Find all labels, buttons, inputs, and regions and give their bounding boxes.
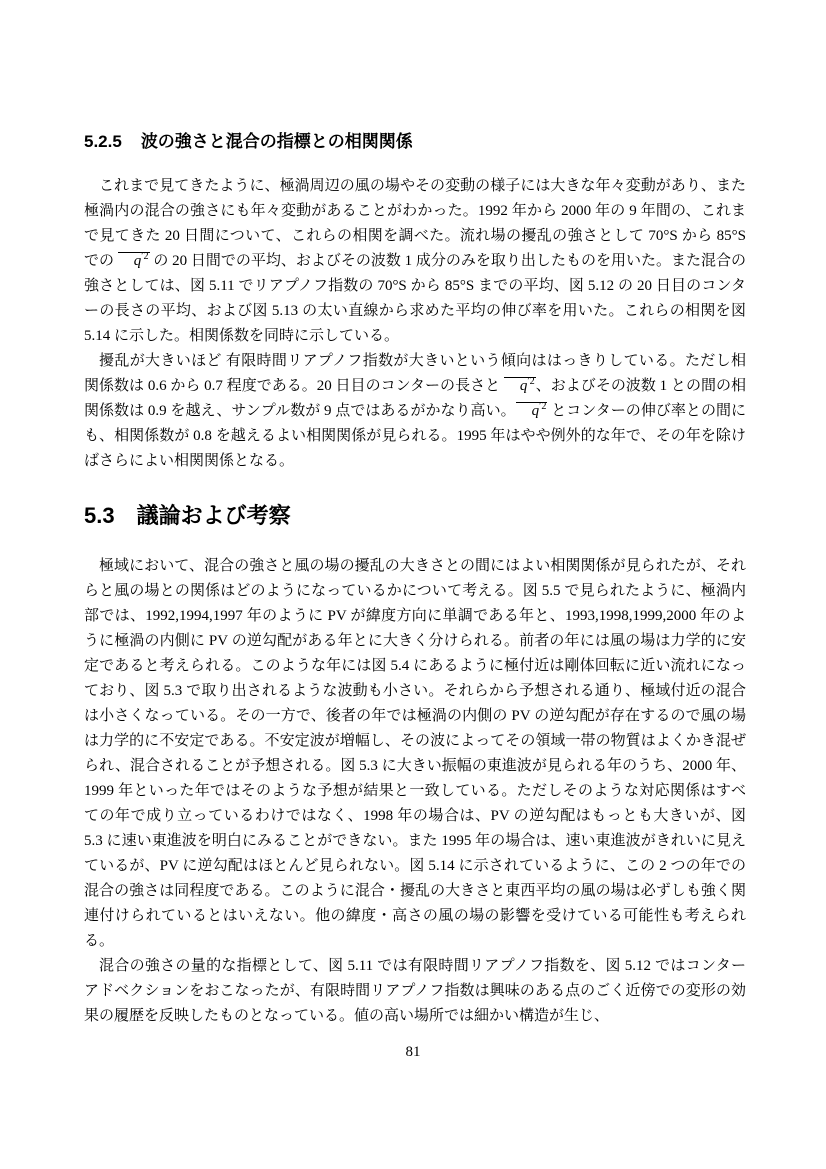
text-run: 混合の強さの量的な指標として、図 5.11 では有限時間リアプノフ指数を、図 5.12 ではコンターアドベクションをおこなったが、有限時間リアプノフ指数は興味のある点のごく近傍での変形の効果の履歴を反映したものとなっている。値の高い場所では細かい構造が生じ、 xyxy=(84,958,746,1024)
section-title: 議論および考察 xyxy=(136,503,291,528)
text-run: 擾乱が大きいほど 有限時間リアプノフ指数が大きいという傾向ははっきりしている。ただし相関係数は 0.6 から 0.7 程度である。20 日目のコンターの長さと xyxy=(84,353,746,394)
page-number: 81 xyxy=(405,1044,421,1060)
subsubsection-heading xyxy=(84,131,746,153)
paragraph-discussion-1 xyxy=(84,554,746,954)
qbar-overline-math: $q^{'2}$ xyxy=(516,402,548,420)
subsubsection-number: 5.2.5 xyxy=(84,132,122,151)
subsubsection-title: 波の強さと混合の指標との相関関係 xyxy=(140,132,413,151)
paragraph-wave-mixing-correlation-1 xyxy=(84,174,746,349)
text-run: これまで見てきたように、極渦周辺の風の場やその変動の様子には大きな年々変動があり、また極渦内の混合の強さにも年々変動があることがわかった。1992 年から 2000 年の 9 年間の、これまで見てきた 20 日間について、これらの相関を調べた。流れ場の擾乱の強さとして 70°S から 85°S での xyxy=(84,178,746,269)
text-run: 極域において、混合の強さと風の場の擾乱の大きさとの間にはよい相関関係が見られたが、それらと風の場との関係はどのようになっているかについて考える。図 5.5 で見られたように、極渦内部では、1992,1994,1997 年のように PV が緯度方向に単調である年と、1993,1998,1999,2000 年のように極渦の内側に PV の逆勾配がある年とに大きく分けられる。前者の年には風の場は力学的に安定であると考えられる。このような年には図 5.4 にあるように極付近は剛体回転に近い流れになっており、図 5.3 で取り出されるような波動も小さい。それらから予想される通り、極域付近の混合は小さくなっている。その一方で、後者の年では極渦の内側の PV の逆勾配が存在するので風の場は力学的に不安定である。不安定波が増幅し、その波によってその領域一帯の物質はよくかき混ぜられ、混合されることが予想される。図 5.3 に大きい振幅の東進波が見られる年のうち、2000 年、1999 年といった年ではそのような予想が結果と一致している。ただしそのような対応関係はすべての年で成り立っているわけではなく、1998 年の場合は、PV の逆勾配はもっとも大きいが、図 5.3 に速い東進波を明白にみることができない。また 1995 年の場合は、速い東進波がきれいに見えているが、PV に逆勾配はほとんど見られない。図 5.14 に示されているように、この 2 つの年での混合の強さは同程度である。このように混合・擾乱の大きさと東西平均の風の場は必ずしも強く関連付けられているとはいえない。他の緯度・高さの風の場の影響を受けている可能性も考えられる。 xyxy=(84,558,746,949)
text-run: とコンターの伸び率との間にも、相関係数が 0.8 を越えるよい相関関係が見られる。1995 年はやや例外的な年で、その年を除けばさらによい相関関係となる。 xyxy=(84,403,746,469)
paragraph-wave-mixing-correlation-2 xyxy=(84,349,746,474)
qbar-overline-math: $q^{'2}$ xyxy=(504,377,536,395)
text-run: の 20 日間での平均、およびその波数 1 成分のみを取り出したものを用いた。また混合の強さとしては、図 5.11 でリアプノフ指数の 70°S から 85°S までの平均、図 5.12 の 20 日目のコンターの長さの平均、および図 5.13 の太い直線から求めた平均の伸び率を用いた。これらの相関を図 5.14 に示した。相関係数を同時に示している。 xyxy=(84,253,746,344)
section-number: 5.3 xyxy=(84,503,115,528)
page-content xyxy=(84,131,746,1029)
qbar-overline-math: $q^{'2}$ xyxy=(118,252,150,270)
section-heading xyxy=(84,501,746,531)
paragraph-discussion-2 xyxy=(84,954,746,1029)
text-run: 、およびその波数 1 との間の相関係数は 0.9 を越え、サンプル数が 9 点ではあるがかなり高い。 xyxy=(84,378,746,419)
